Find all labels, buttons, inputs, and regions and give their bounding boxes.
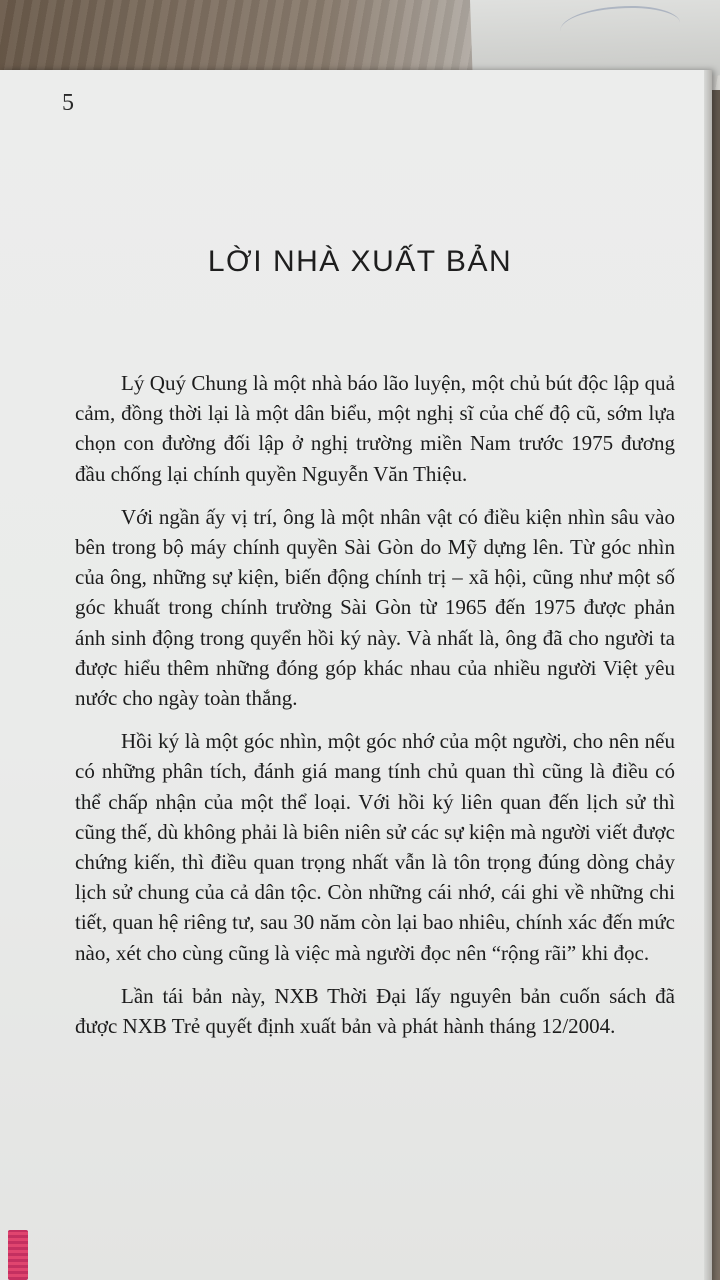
- paragraph-3: Hồi ký là một góc nhìn, một góc nhớ của một người, cho nên nếu có những phân tích, đánh giá mang tính chủ quan thì cũng là điều có thể chấp nhận của một thể loại. Với hồi ký liên quan đến lịch sử thì cũng thế, dù không phải là biên niên sử các sự kiện mà người viết được chứng kiến, thì điều quan trọng nhất vẫn là tôn trọng đúng dòng chảy lịch sử chung của cả dân tộc. Còn những cái nhớ, cái ghi về những chi tiết, quan hệ riêng tư, sau 30 năm còn lại bao nhiêu, chính xác đến mức nào, xét cho cùng cũng là việc mà người đọc nên “rộng rãi” khi đọc.: [75, 729, 675, 965]
- paragraph-4: Lần tái bản này, NXB Thời Đại lấy nguyên bản cuốn sách đã được NXB Trẻ quyết định xuất bản và phát hành tháng 12/2004.: [75, 983, 675, 1039]
- paragraph-2: Với ngần ấy vị trí, ông là một nhân vật có điều kiện nhìn sâu vào bên trong bộ máy chính quyền Sài Gòn do Mỹ dựng lên. Từ góc nhìn của ông, những sự kiện, biến động chính trị – xã hội, cũng như một số góc khuất trong chính trường Sài Gòn từ 1965 đến 1975 được phản ánh sinh động trong quyển hồi ký này. Và nhất là, ông đã cho người ta được hiểu thêm những đóng góp khác nhau của nhiều người Việt yêu nước cho ngày toàn thắng.: [75, 504, 675, 711]
- page-number: 5: [62, 90, 74, 116]
- page-title: LỜI NHÀ XUẤT BẢN: [207, 245, 513, 278]
- paragraph-1: Lý Quý Chung là một nhà báo lão luyện, một chủ bút độc lập quả cảm, đồng thời lại là một dân biểu, một nghị sĩ của chế độ cũ, sớm lựa chọn con đường đối lập ở nghị trường miền Nam trước 1975 đương đầu chống lại chính quyền Nguyễn Văn Thiệu.: [75, 371, 675, 486]
- body-text: [75, 368, 675, 1054]
- bookmark-ribbon: [8, 1230, 28, 1280]
